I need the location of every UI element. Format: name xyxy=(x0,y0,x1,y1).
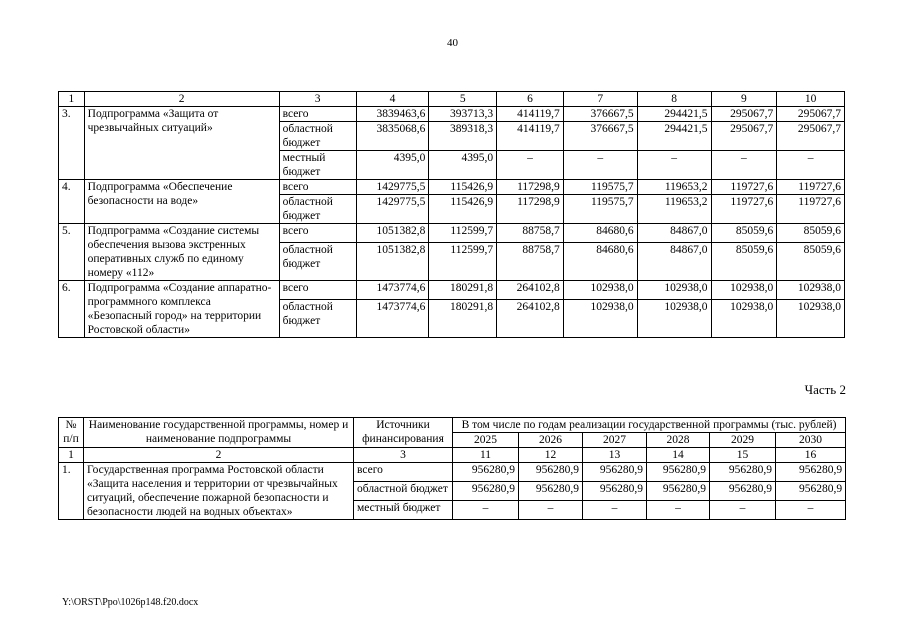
column-number: 9 xyxy=(711,92,777,107)
amount-cell: 956280,9 xyxy=(647,463,710,482)
table-row xyxy=(59,180,845,195)
amount-cell: 102938,0 xyxy=(563,281,637,300)
row-number: 6. xyxy=(59,281,85,338)
amount-cell: 389318,3 xyxy=(429,122,497,151)
amount-cell: 956280,9 xyxy=(710,463,776,482)
amount-cell: 112599,7 xyxy=(429,243,497,281)
amount-cell: 102938,0 xyxy=(637,281,711,300)
amount-cell: 4395,0 xyxy=(429,151,497,180)
amount-cell: 115426,9 xyxy=(429,180,497,195)
column-number: 2 xyxy=(84,92,279,107)
amount-cell: 88758,7 xyxy=(497,224,564,243)
amount-cell: – xyxy=(453,501,519,520)
funding-source: областной бюджет xyxy=(279,300,356,338)
header-source: Источники финансирования xyxy=(354,418,453,448)
header-no: № п/п xyxy=(59,418,84,448)
column-number: 5 xyxy=(429,92,497,107)
funding-source: всего xyxy=(279,224,356,243)
amount-cell: 1429775,5 xyxy=(356,180,429,195)
amount-cell: 84680,6 xyxy=(563,243,637,281)
table2-colnum-row xyxy=(59,448,846,463)
amount-cell: 393713,3 xyxy=(429,107,497,122)
table-row xyxy=(59,281,845,300)
amount-cell: – xyxy=(710,501,776,520)
row-number: 5. xyxy=(59,224,85,281)
amount-cell: – xyxy=(711,151,777,180)
subprogram-name: Подпрограмма «Защита от чрезвычайных ситуаций» xyxy=(84,107,279,180)
amount-cell: 102938,0 xyxy=(711,300,777,338)
amount-cell: 102938,0 xyxy=(563,300,637,338)
amount-cell: 376667,5 xyxy=(563,107,637,122)
year-header: 2025 xyxy=(453,433,519,448)
amount-cell: 264102,8 xyxy=(497,300,564,338)
amount-cell: 1051382,8 xyxy=(356,243,429,281)
amount-cell: 956280,9 xyxy=(776,463,846,482)
table-row xyxy=(59,107,845,122)
column-number: 14 xyxy=(647,448,710,463)
file-path-footer: Y:\ORST\Ppo\1026p148.f20.docx xyxy=(62,597,199,608)
part-title: Часть 2 xyxy=(804,382,846,397)
year-header: 2029 xyxy=(710,433,776,448)
amount-cell: 414119,7 xyxy=(497,122,564,151)
amount-cell: 119727,6 xyxy=(777,195,845,224)
amount-cell: 115426,9 xyxy=(429,195,497,224)
year-header: 2030 xyxy=(776,433,846,448)
amount-cell: 119653,2 xyxy=(637,195,711,224)
amount-cell: – xyxy=(647,501,710,520)
amount-cell: 102938,0 xyxy=(637,300,711,338)
column-number: 12 xyxy=(519,448,583,463)
table-row xyxy=(59,224,845,243)
column-number: 3 xyxy=(279,92,356,107)
amount-cell: – xyxy=(637,151,711,180)
amount-cell: 295067,7 xyxy=(711,122,777,151)
amount-cell: 956280,9 xyxy=(583,482,647,501)
amount-cell: 85059,6 xyxy=(711,243,777,281)
amount-cell: – xyxy=(497,151,564,180)
amount-cell: 295067,7 xyxy=(777,107,845,122)
amount-cell: 1473774,6 xyxy=(356,300,429,338)
amount-cell: 294421,5 xyxy=(637,107,711,122)
amount-cell: 1429775,5 xyxy=(356,195,429,224)
amount-cell: 3839463,6 xyxy=(356,107,429,122)
column-number: 2 xyxy=(84,448,354,463)
funding-source: местный бюджет xyxy=(279,151,356,180)
page-number: 40 xyxy=(447,37,458,49)
funding-source: всего xyxy=(279,180,356,195)
amount-cell: 295067,7 xyxy=(711,107,777,122)
amount-cell: 85059,6 xyxy=(777,224,845,243)
amount-cell: 180291,8 xyxy=(429,300,497,338)
column-number: 16 xyxy=(776,448,846,463)
funding-source: всего xyxy=(354,463,453,482)
column-number: 4 xyxy=(356,92,429,107)
amount-cell: 119727,6 xyxy=(777,180,845,195)
column-number: 8 xyxy=(637,92,711,107)
year-header: 2026 xyxy=(519,433,583,448)
funding-source: всего xyxy=(279,107,356,122)
amount-cell: 295067,7 xyxy=(777,122,845,151)
amount-cell: 1473774,6 xyxy=(356,281,429,300)
funding-source: областной бюджет xyxy=(354,482,453,501)
amount-cell: – xyxy=(563,151,637,180)
amount-cell: 102938,0 xyxy=(777,281,845,300)
column-number: 6 xyxy=(497,92,564,107)
amount-cell: 112599,7 xyxy=(429,224,497,243)
funding-source: областной бюджет xyxy=(279,243,356,281)
funding-source: областной бюджет xyxy=(279,122,356,151)
amount-cell: 119653,2 xyxy=(637,180,711,195)
year-header: 2027 xyxy=(583,433,647,448)
funding-source: местный бюджет xyxy=(354,501,453,520)
amount-cell: 117298,9 xyxy=(497,195,564,224)
table2-header-row xyxy=(59,418,846,433)
amount-cell: 88758,7 xyxy=(497,243,564,281)
table1-colnum-row xyxy=(59,92,845,107)
amount-cell: 264102,8 xyxy=(497,281,564,300)
amount-cell: 956280,9 xyxy=(776,482,846,501)
amount-cell: 102938,0 xyxy=(711,281,777,300)
amount-cell: 102938,0 xyxy=(777,300,845,338)
amount-cell: 3835068,6 xyxy=(356,122,429,151)
column-number: 1 xyxy=(59,92,85,107)
amount-cell: 180291,8 xyxy=(429,281,497,300)
amount-cell: 1051382,8 xyxy=(356,224,429,243)
program-name: Государственная программа Ростовской области «Защита населения и территории от чрезвычайных ситуаций, обеспечение пожарной безопасности и безопасности людей на водных объектах» xyxy=(84,463,354,520)
column-number: 15 xyxy=(710,448,776,463)
year-header: 2028 xyxy=(647,433,710,448)
row-number: 4. xyxy=(59,180,85,224)
amount-cell: 956280,9 xyxy=(583,463,647,482)
amount-cell: 956280,9 xyxy=(519,463,583,482)
amount-cell: – xyxy=(519,501,583,520)
amount-cell: – xyxy=(583,501,647,520)
funding-table-part1 xyxy=(58,91,845,338)
subprogram-name: Подпрограмма «Создание системы обеспечения вызова экстренных оперативных служб по единому номеру «112» xyxy=(84,224,279,281)
amount-cell: 956280,9 xyxy=(647,482,710,501)
amount-cell: 119727,6 xyxy=(711,195,777,224)
amount-cell: 84867,0 xyxy=(637,243,711,281)
table-row xyxy=(59,463,846,482)
amount-cell: 119727,6 xyxy=(711,180,777,195)
column-number: 7 xyxy=(563,92,637,107)
column-number: 10 xyxy=(777,92,845,107)
column-number: 3 xyxy=(354,448,453,463)
amount-cell: 956280,9 xyxy=(519,482,583,501)
amount-cell: 84867,0 xyxy=(637,224,711,243)
amount-cell: 376667,5 xyxy=(563,122,637,151)
column-number: 1 xyxy=(59,448,84,463)
subprogram-name: Подпрограмма «Обеспечение безопасности на воде» xyxy=(84,180,279,224)
amount-cell: 414119,7 xyxy=(497,107,564,122)
header-years-caption: В том числе по годам реализации государственной программы (тыс. рублей) xyxy=(453,418,846,433)
subprogram-name: Подпрограмма «Создание аппаратно-программного комплекса «Безопасный город» на территории Ростовской области» xyxy=(84,281,279,338)
amount-cell: 117298,9 xyxy=(497,180,564,195)
amount-cell: 956280,9 xyxy=(710,482,776,501)
amount-cell: 84680,6 xyxy=(563,224,637,243)
column-number: 11 xyxy=(453,448,519,463)
row-number: 3. xyxy=(59,107,85,180)
amount-cell: – xyxy=(776,501,846,520)
funding-source: областной бюджет xyxy=(279,195,356,224)
amount-cell: 4395,0 xyxy=(356,151,429,180)
amount-cell: 294421,5 xyxy=(637,122,711,151)
amount-cell: 119575,7 xyxy=(563,180,637,195)
column-number: 13 xyxy=(583,448,647,463)
amount-cell: – xyxy=(777,151,845,180)
amount-cell: 85059,6 xyxy=(711,224,777,243)
funding-table-part2 xyxy=(58,417,846,520)
amount-cell: 119575,7 xyxy=(563,195,637,224)
amount-cell: 956280,9 xyxy=(453,463,519,482)
amount-cell: 956280,9 xyxy=(453,482,519,501)
amount-cell: 85059,6 xyxy=(777,243,845,281)
header-name: Наименование государственной программы, номер и наименование подпрограммы xyxy=(84,418,354,448)
row-number: 1. xyxy=(59,463,84,520)
funding-source: всего xyxy=(279,281,356,300)
